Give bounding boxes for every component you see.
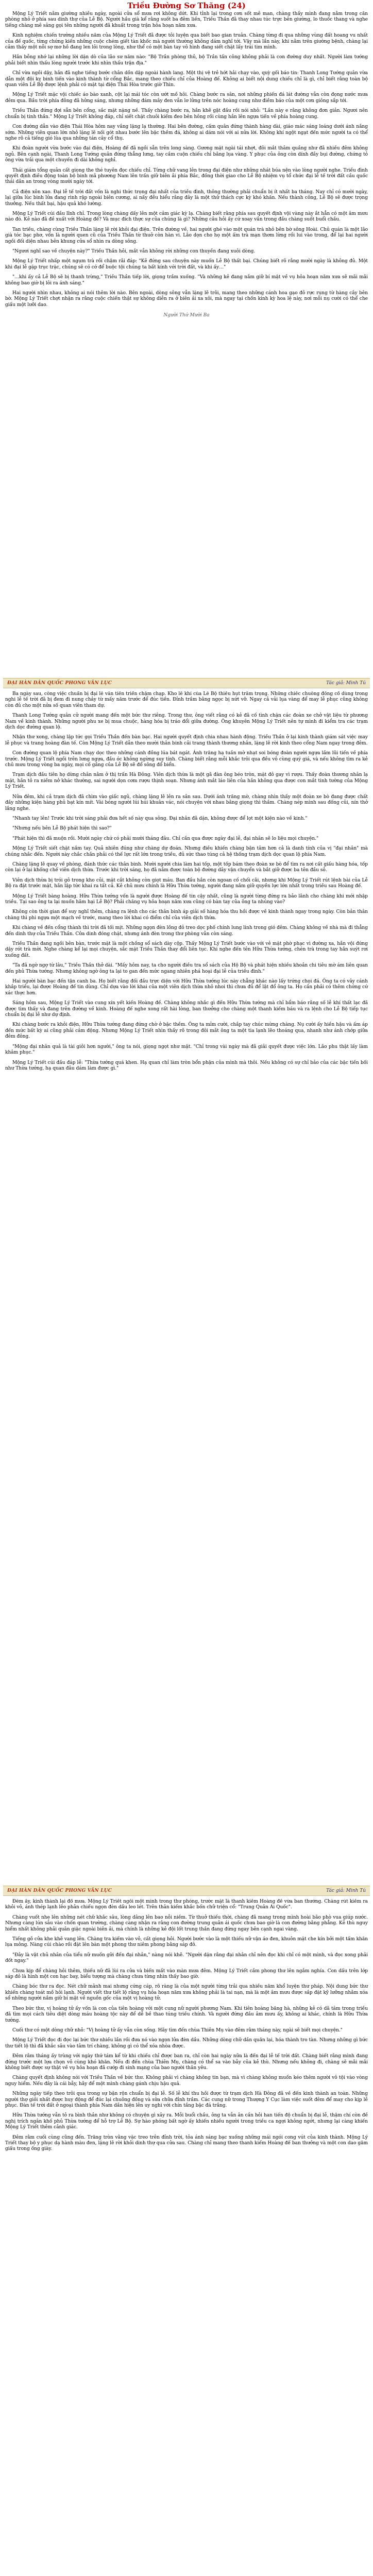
story-paragraph: Đêm rằm cuối cùng cũng đến. Trăng tròn vằng vặc treo trên đỉnh trời, tỏa ánh sáng bạc xuống những mái ngói cong vút của kinh thành. Mộng Lý Triết thay bộ y phục dạ hành màu đen, lặng lẽ rời khỏi dinh thự qua cửa sau. Chàng chỉ mang theo thanh kiếm Hoàng đế ban thưởng và một con dao găm giấu trong ống giày. (5, 2134, 368, 2152)
story-paragraph: Mộng Lý Triết siết chặt nắm tay. Quả nhiên đúng như chàng dự đoán. Nhưng điều khiến chàng bận tâm hơn cả là danh tính của vị "đại nhân" mà chúng nhắc đến. Người này chắc chắn phải có thế lực rất lớn trong triều, đủ sức thao túng cả hệ thống trạm dịch dọc quan lộ phía Nam. (5, 846, 368, 857)
story-paragraph: Mộng Lý Triết đọc đi đọc lại bức thư nhiều lần rồi đưa nó vào ngọn lửa đèn dầu. Những dòng chữ dần quăn lại, hóa thành tro tàn. Nhưng những gì bức thư tiết lộ thì đã khắc sâu vào tâm trí chàng, không gì có thể xóa nhòa được. (5, 2038, 368, 2049)
story-section-1 (0, 0, 373, 670)
story-paragraph: Con đường quan lộ phía Nam chạy dọc theo những cánh đồng lúa bát ngát. Ánh trăng hạ tuần mờ nhạt soi bóng đoàn người ngựa lầm lũi tiến về phía trước. Mộng Lý Triết ngồi trên lưng ngựa, đầu óc không ngừng suy tính. Chàng biết rằng mỗi khắc trôi qua đều vô cùng quý giá, và nếu không tìm ra kẻ chủ mưu trong vòng ba ngày, mọi cố gắng của Lễ Bộ sẽ đổ sông đổ biển. (5, 751, 368, 768)
story-paragraph: Thanh Long Tướng quân cử người mang đến một bức thư riêng. Trong thư, ông viết rằng có kẻ đã cố tình chặn các đoàn xe chở vật liệu từ phương Nam về kinh thành. Những người phu xe bị mua chuộc, hàng hóa bị tráo đổi giữa đường. Ông khuyên Mộng Lý Triết nên tự mình đi kiểm tra các trạm dịch dọc đường quan lộ. (5, 713, 368, 731)
story-paragraph: Mộng Lý Triết nằm giường nhiều ngày, ngoài cửa sổ mưa rơi không dứt. Khi tỉnh lại trong cơn sốt mê man, chàng thấy mình đang nằm trong căn phòng nhỏ ở phía sau dinh thự của Lễ Bộ. Người hầu già kể rằng suốt ba đêm liền, Triều Thần đã thay nhau túc trực bên giường, lo thuốc thang và nghe tiếng chàng mê sảng gọi tên những người đã khuất trong trận hỏa hoạn năm xưa. (5, 11, 368, 28)
story-paragraph: "Nhanh tay lên! Trước khi trời sáng phải đưa hết số này qua sông. Đại nhân đã dặn, không được để lọt một kiện nào về kinh." (12, 816, 308, 821)
story-paragraph: Hắn bỗng nhớ lại những lời dặn dò của lão sư năm nào: "Bộ Trần phòng thủ, bộ Trần tấn công không phải là con đường duy nhất. Người làm tướng phải biết nhìn thấu lòng người trước khi nhìn thấu trận địa." (5, 55, 368, 66)
banner-author: Tác giả: Minh Tú (326, 681, 366, 686)
story-paragraph: "Mộng đại nhân quả là tài giỏi hơn người," ông ta nói, giọng ngọt như mật. "Chỉ trong vài ngày mà đã giải quyết được việc lớn. Lão phu thật lấy làm khâm phục." (5, 1044, 368, 1056)
story-paragraph: Thái giám tổng quản cất giọng the thé tuyên đọc chiếu chỉ. Từng chữ vang lên trong đại điện như những nhát búa nện vào lòng người nghe. Triều đình quyết định điều động toàn bộ binh mã phương Nam lên trấn giữ biên ải phía Bắc, đồng thời giao cho Lễ Bộ nhiệm vụ tổ chức đại lễ tế trời đất cầu quốc thái dân an trong vòng mười ngày tới. (5, 167, 368, 185)
story-paragraph: Nửa đêm, khi cả trạm dịch đã chìm vào giấc ngủ, chàng lặng lẽ lẻn ra sân sau. Dưới ánh trăng mờ, chàng nhìn thấy một đoàn xe bò đang được chất đầy những kiện hàng phủ bạt kín mít. Vài bóng người lúi húi khuân vác, nói chuyện với nhau bằng giọng thì thầm. Chàng nép mình sau đống củi, nín thở lắng nghe. (5, 794, 368, 811)
story-title: Triều Đường Sơ Thăng (24) (127, 1, 246, 10)
story-paragraph: Chàng lặng lẽ quay về phòng, đánh thức các thân binh. Mười người chia làm hai tốp, một tốp bám theo đoàn xe bò để tìm ra nơi cất giấu hàng hóa, tốp còn lại ở lại khống chế viên dịch thừa. Trước khi trời sáng, họ đã nắm được toàn bộ đường dây vận chuyển và bắt giữ được ba tên đầu sỏ. (5, 861, 368, 873)
story-paragraph: Chưa kịp để chàng hỏi thêm, thiếu nữ đã lùi ra cửa và biến mất vào màn mưa đêm. Mộng Lý Triết cầm phong thư lên ngắm nghía. Con dấu trên lớp sáp đỏ là hình một con hạc bay, biểu tượng mà chàng chưa từng nhìn thấy bao giờ. (5, 1968, 368, 1980)
story-paragraph: Những ngày tiếp theo trôi qua trong sự bận rộn chuẩn bị đại lễ. Số lễ khí thu hồi được từ trạm dịch Hà Đông đã về đến kinh thành an toàn. Những người thợ giỏi nhất được huy động để đúc lại chuông đồng và sửa chữa đỉnh trầm. Các cung nữ trong Thượng Y Cục làm việc suốt đêm để may cho kịp lễ phục. Đàn tế trời đất ở ngoại thành phía Nam dần hiện lên uy nghi với chín tầng bậc đá trắng. (5, 2091, 368, 2108)
story-paragraph: Khi chàng về đến cổng thành thì trời đã tối mịt. Những ngọn đèn lồng đỏ treo dọc phố chính lung linh trong gió đêm. Chàng không về nhà mà đi thẳng đến dinh thự của Triều Thần. Cửa dinh đóng chặt, nhưng ánh đèn trong thư phòng vẫn còn sáng. (5, 925, 368, 937)
story-paragraph: Cuối thư có một dòng chữ nhỏ: "Vị hoàng tử ấy vẫn còn sống. Hãy tìm đến chùa Thiên Mụ vào đêm rằm tháng này, ngài sẽ biết mọi chuyện." (12, 2027, 343, 2033)
story-paragraph: Khi chàng bước ra khỏi điện, Hữu Thừa tướng đang đứng chờ ở bậc thềm. Ông ta mỉm cười, chắp tay chúc mừng chàng. Nụ cười ấy hiền hậu và ấm áp đến mức bất kỳ ai cũng phải cảm động. Nhưng Mộng Lý Triết nhìn thấy rõ trong đôi mắt ông ta một tia lạnh lẽo thoáng qua, nhanh như ánh chớp giữa đêm đông. (5, 1022, 368, 1040)
series-banner (3, 1886, 370, 1896)
story-paragraph: Kinh nghiệm chiến trường nhiều năm của Mộng Lý Triết đã được tôi luyện qua biết bao gian truân. Chàng từng đi qua những vùng đất hoang vu nhất của đế quốc, từng chứng kiến những cuộc chém giết tàn khốc mà người thường không dám nghĩ tới. Vậy mà lần này, khi nằm trên giường bệnh, chàng lại cảm thấy một nỗi sợ mơ hồ đang len lỏi trong lòng, như thể có một bàn tay vô hình đang siết chặt lấy trái tim mình. (5, 33, 368, 50)
story-paragraph: "…khi ấy cả Lễ Bộ sẽ bị thanh trừng," Triều Thần tiếp lời, giọng trầm xuống. "Và những kẻ đang nắm giữ bí mật về vụ hỏa hoạn năm xưa sẽ mãi mãi không bao giờ bị lôi ra ánh sáng." (5, 275, 368, 286)
story-paragraph: Tiếng gõ cửa khe khẽ vang lên. Chàng tra kiếm vào vỏ, cất giọng hỏi. Người bước vào là một thiếu nữ vận áo đen, khuôn mặt che kín bởi một tấm khăn lụa mỏng. Nàng cúi chào rồi đặt lên bàn một phong thư niêm phong bằng sáp đỏ. (5, 1937, 368, 1948)
story-paragraph: Hai người nhìn nhau, không ai nói thêm lời nào. Bên ngoài, dòng sông vẫn lặng lẽ trôi, mang theo những cánh hoa gạo đỏ rực rụng từ hàng cây bên bờ. Mộng Lý Triết chợt nhận ra rằng cuộc chiến thật sự không diễn ra ở biên ải xa xôi, mà ngay tại chốn kinh kỳ hoa lệ này, nơi mỗi nụ cười có thể che giấu một lưỡi dao. (5, 291, 368, 308)
story-paragraph: Trạm dịch đầu tiên họ dừng chân nằm ở thị trấn Hà Đông. Viên dịch thừa là một gã đàn ông béo tròn, mặt đỏ gay vì rượu. Thấy đoàn thương nhân lạ mặt, hắn tỏ ra niềm nở khác thường, sai người dọn cơm rượu thịnh soạn. Nhưng ánh mắt láo liên của hắn không qua được con mắt tinh tường của Mộng Lý Triết. (5, 772, 368, 790)
story-paragraph: Tan triều, chàng cùng Triều Thần lặng lẽ rời khỏi đại điện. Trên đường về, hai người ghé vào một quán trà nhỏ bên bờ sông Hoài. Chủ quán là một lão già tóc bạc phơ, vốn là người quen cũ của Triều Thần từ thuở còn hàn vi. Lão dọn cho họ một ấm trà mạn thơm lừng rồi lui vào trong, để lại hai người ngồi đối diện nhau bên khung cửa sổ nhìn ra dòng sông. (5, 227, 368, 244)
story-paragraph: Cả điện xôn xao. Đại lễ tế trời đất vốn là nghi thức trọng đại nhất của triều đình, thông thường phải chuẩn bị ít nhất ba tháng. Nay chỉ có mười ngày, lại giữa lúc binh lửa đang rình rập ngoài biên cương, ai nấy đều hiểu rằng đây là một thử thách cực kỳ khó khăn. Nếu thành công, Lễ Bộ sẽ được trọng thưởng. Nếu thất bại, hậu quả khó lường. (5, 189, 368, 207)
story-paragraph: Viên dịch thừa bị trói gô trong kho củi, mặt cắt không còn giọt máu. Ban đầu hắn còn ngoan cố chối cãi, nhưng khi Mộng Lý Triết rút lệnh bài của Lễ Bộ ra đặt trước mặt, hắn lập tức khai ra tất cả. Kẻ chủ mưu chính là Hữu Thừa tướng, người đang nắm giữ quyền lực lớn nhất trong triều sau Hoàng đế. (5, 877, 368, 889)
story-paragraph: Mộng Lý Triết mặc vội chiếc áo bào xanh, cột lại mái tóc còn ướt mồ hôi. Chàng bước ra sân, nơi những phiến đá lát đường vẫn còn đọng nước mưa đêm qua. Bầu trời phía đông đã hửng sáng, nhưng những đám mây đen vẫn lơ lửng trên nóc hoàng cung như điềm báo của một cơn giông sắp tới. (5, 92, 368, 104)
banner-series-title: ĐẠI HÀN DÂN QUỐC PHONG VÂN LỤC (7, 681, 112, 686)
story-paragraph: Triều Thần đang ngồi bên bàn, trước mặt là một chồng sổ sách dày cộp. Thấy Mộng Lý Triết bước vào với vẻ mặt phờ phạc vì đường xa, hắn vội đứng dậy rót trà mời. Nghe chàng kể lại mọi chuyện, sắc mặt Triều Thần thay đổi liên tục. Khi nghe đến tên Hữu Thừa tướng, chén trà trong tay hắn suýt rơi xuống đất. (5, 941, 368, 958)
story-paragraph: Nhận thư xong, chàng lập tức gọi Triều Thần đến bàn bạc. Hai người quyết định chia nhau hành động. Triều Thần ở lại kinh thành giám sát việc may lễ phục và trang hoàng đàn tế. Còn Mộng Lý Triết dẫn theo mười thân binh cải trang thành thương nhân, lặng lẽ rời kinh theo cổng Nam ngay trong đêm. (5, 735, 368, 746)
story-paragraph: Hữu Thừa tướng vẫn tỏ ra bình thản như không có chuyện gì xảy ra. Mỗi buổi chầu, ông ta vẫn ân cần hỏi han tiến độ chuẩn bị đại lễ, thậm chí còn đề nghị trích ngân khố phủ Thừa tướng để hỗ trợ Lễ Bộ. Sự hào phóng bất ngờ ấy khiến nhiều người trong triều ca ngợi không ngớt, nhưng lại càng khiến Mộng Lý Triết thêm cảnh giác. (5, 2113, 368, 2130)
story-paragraph: Chàng bóc thư ra đọc. Nét chữ mảnh mai nhưng cứng cáp, rõ ràng là của một người từng trải qua nhiều năm khổ luyện thư pháp. Nội dung bức thư khiến chàng toát mồ hôi lạnh. Người viết thư tiết lộ rằng vụ hỏa hoạn năm xưa không phải là tai nạn, mà là một âm mưu được sắp đặt kỹ lưỡng nhằm xóa sổ những người nắm giữ bí mật về nguồn gốc của một vị hoàng tử. (5, 1984, 368, 2002)
story-paragraph: Con đường dẫn vào điện Thái Hòa hôm nay vắng lặng lạ thường. Hai bên đường, cấm quân đứng thành hàng dài, giáo mác sáng loáng dưới ánh nắng sớm. Những viên quan lớn nhỏ lặng lẽ nối gót nhau bước lên bậc thềm đá, không ai dám nói với ai nửa lời. Không khí ngột ngạt đến mức người ta có thể nghe rõ cả tiếng gió lùa qua những tán cây cổ thụ. (5, 124, 368, 141)
section-1-paragraphs (0, 11, 373, 308)
story-paragraph: Sáng hôm sau, Mộng Lý Triết vào cung xin yết kiến Hoàng đế. Chàng không nhắc gì đến Hữu Thừa tướng mà chỉ bẩm báo rằng số lễ khí thất lạc đã được tìm thấy và đang trên đường về kinh. Hoàng đế nghe xong rất hài lòng, ban thưởng cho chàng một thanh kiếm báu và ra lệnh cho Lễ Bộ tiếp tục chuẩn bị đại lễ như dự định. (5, 1001, 368, 1018)
story-paragraph: Đêm ấy, kinh thành lại đổ mưa. Mộng Lý Triết ngồi một mình trong thư phòng, trước mặt là thanh kiếm Hoàng đế vừa ban thưởng. Chàng rút kiếm ra khỏi vỏ, ánh thép lạnh lẽo phản chiếu ngọn đèn dầu leo lét. Trên thân kiếm khắc bốn chữ triện cổ: "Trung Quân Ái Quốc". (5, 1899, 368, 1910)
story-paragraph: "Đây là vật chủ nhân của tiểu nữ muốn gửi đến đại nhân," nàng nói khẽ. "Người dặn rằng đại nhân chỉ nên đọc khi chỉ có một mình, và đọc xong phải đốt ngay." (5, 1952, 368, 1964)
story-paragraph: Mộng Lý Triết cúi đầu lĩnh chỉ. Trong lòng chàng dấy lên một cảm giác kỳ lạ. Chàng biết rằng phía sau quyết định vội vàng này ắt hẳn có một âm mưu nào đó. Kẻ nào đã đề xuất với Hoàng đế? Và mục đích thực sự của chúng là gì? Những câu hỏi ấy cứ xoay vần trong đầu chàng suốt buổi chầu. (5, 211, 368, 223)
story-paragraph: Triều Thần đứng đợi sẵn bên cổng, sắc mặt nặng nề. Thấy chàng bước ra, hắn khẽ gật đầu rồi nói nhỏ: "Lần này e rằng không đơn giản. Ngươi nên chuẩn bị tinh thần." Mộng Lý Triết không đáp, chỉ siết chặt chuôi kiếm đeo bên hông rồi cùng hắn lên ngựa tiến về phía hoàng cung. (5, 108, 368, 120)
story-section-2 (0, 691, 373, 1876)
story-paragraph: Mộng Lý Triết cúi đầu đáp lễ: "Thừa tướng quá khen. Hạ quan chỉ làm tròn bổn phận của mình mà thôi. Nếu không có sự chỉ bảo của các bậc tiền bối như Thừa tướng, hạ quan đâu dám làm được gì." (5, 1060, 368, 1071)
story-paragraph: "Ta đã ngờ ngợ từ lâu," Triều Thần thở dài. "Mấy hôm nay, ta cho người điều tra sổ sách của Hộ Bộ và phát hiện nhiều khoản chi tiêu mờ ám liên quan đến phủ Thừa tướng. Nhưng không ngờ ông ta lại to gan đến mức ngang nhiên phá hoại đại lễ của triều đình." (5, 963, 368, 974)
section-3-paragraphs (0, 1899, 373, 2153)
story-paragraph: Không còn thời gian để suy nghĩ thêm, chàng ra lệnh cho các thân binh áp giải số hàng hóa thu hồi được về kinh thành ngay trong ngày. Còn bản thân chàng thì phi ngựa một mạch về trước, mang theo lời khai có điểm chỉ của viên dịch thừa. (5, 909, 368, 921)
story-paragraph: Theo bức thư, vị hoàng tử ấy vốn là con của tiên hoàng với một cung nữ người phương Nam. Khi tiên hoàng băng hà, những kẻ có dã tâm trong triều đã tìm mọi cách tiêu diệt dòng máu hoàng tộc này để dễ bề thao túng triều chính. Và người đứng đầu âm mưu ấy, không ai khác, chính là Hữu Thừa tướng. (5, 2006, 368, 2023)
story-paragraph: Hai người bàn bạc đến tận canh ba. Họ biết rằng đối đầu trực diện với Hữu Thừa tướng lúc này chẳng khác nào lấy trứng chọi đá. Ông ta có vây cánh khắp triều, lại được Hoàng đế tin dùng. Chỉ dựa vào lời khai của một viên dịch thừa nhỏ nhoi thì chưa đủ để lật đổ ông ta. Họ cần phải có thêm chứng cứ xác thực hơn. (5, 979, 368, 996)
story-paragraph: Chỉ vừa ngồi dậy, hắn đã nghe tiếng bước chân dồn dập ngoài hành lang. Một thị vệ trẻ hớt hải chạy vào, quỳ gối báo tin: Thanh Long Tướng quân vừa dẫn một đội kỵ binh tiến vào kinh thành từ cổng Bắc, mang theo chiếu chỉ của Hoàng đế. Không ai biết nội dung chiếu chỉ là gì, chỉ biết rằng toàn bộ quan viên Lễ Bộ được lệnh phải có mặt tại điện Thái Hòa trước giờ Thìn. (5, 71, 368, 88)
section-credit: Người Thứ Mười Ba (163, 313, 210, 318)
story-paragraph: Mộng Lý Triết bàng hoàng. Hữu Thừa tướng vốn là người được Hoàng đế tin cậy nhất, cũng là người từng đứng ra bảo lãnh cho chàng khi mới nhập triều. Tại sao ông ta lại muốn hãm hại Lễ Bộ? Phải chăng vụ hỏa hoạn năm xưa cũng có bàn tay của ông ta nhúng vào? (5, 893, 368, 905)
series-banner (3, 678, 370, 688)
banner-series-title: ĐẠI HÀN DÂN QUỐC PHONG VÂN LỤC (7, 1888, 112, 1893)
story-paragraph: "Phát hiện thì đã muộn rồi. Mười ngày chứ có phải mười tháng đâu. Chỉ cần qua được ngày đại lễ, đại nhân sẽ lo liệu mọi chuyện." (12, 836, 319, 841)
story-paragraph: Chàng quyết định không nói với Triều Thần về bức thư. Không phải vì chàng không tin bạn, mà vì chàng không muốn kéo thêm người vô tội vào vòng nguy hiểm. Nếu đây là cái bẫy, hãy để một mình chàng gánh chịu hậu quả. (5, 2075, 368, 2087)
banner-author: Tác giả: Minh Tú (326, 1888, 366, 1893)
story-paragraph: Đêm rằm tháng ấy trùng với ngày thứ tám kể từ khi chiếu chỉ được ban ra, chỉ còn hai ngày nữa là đến đại lễ tế trời đất. Chàng biết rằng mình đang đứng trước một lựa chọn vô cùng khó khăn. Nếu đi đến chùa Thiên Mụ, chàng có thể sa vào bẫy của kẻ thù. Nhưng nếu không đi, chàng sẽ mãi mãi không biết được sự thật về vụ hỏa hoạn đã cướp đi sinh mạng của bao người thân yêu. (5, 2054, 368, 2071)
story-paragraph: Khi đoàn người vừa bước vào đại điện, Hoàng đế đã ngồi sẵn trên long sàng. Gương mặt ngài tái nhợt, đôi mắt thâm quầng như đã nhiều đêm không ngủ. Bên cạnh ngài, Thanh Long Tướng quân đứng thẳng lưng, tay cầm cuộn chiếu chỉ bằng lụa vàng. Y phục của ông còn dính đầy bụi đường, chứng tỏ ông vừa trải qua một chuyến đi dài không nghỉ. (5, 146, 368, 163)
story-paragraph: "Ngươi nghĩ sao về chuyện này?" Triều Thần hỏi, mắt vẫn không rời những con thuyền đang xuôi dòng. (12, 249, 256, 254)
story-section-3 (0, 1899, 373, 2576)
story-paragraph: Ba ngày sau, công việc chuẩn bị đại lễ vẫn tiến triển chậm chạp. Kho lễ khí của Lễ Bộ thiếu hụt trầm trọng. Những chiếc chuông đồng cổ dùng trong nghi lễ tế trời đã bị đem đi nung chảy từ mấy năm trước để đúc tiền. Đỉnh trầm bằng ngọc bị nứt vỡ. Ngay cả vải lụa vàng để may lễ phục cũng không còn đủ cho một nửa số quan viên tham dự. (5, 691, 368, 708)
section-2-paragraphs (0, 691, 373, 1072)
story-paragraph: Mộng Lý Triết nhấp một ngụm trà rồi chậm rãi đáp: "Kẻ đứng sau chuyện này muốn Lễ Bộ thất bại. Chúng biết rõ rằng mười ngày là không đủ. Một khi đại lễ gặp trục trặc, chúng sẽ có cớ để buộc tội chúng ta bất kính với trời đất, và khi ấy…" (5, 259, 368, 270)
story-paragraph: Chàng vuốt nhẹ lên những nét chữ khắc sâu, lòng dâng lên bao nỗi niềm. Từ thuở thiếu thời, chàng đã mang trong mình hoài bão phò vua giúp nước. Nhưng càng lún sâu vào chốn quan trường, chàng càng nhận ra rằng con đường trung quân ái quốc chưa bao giờ là con đường bằng phẳng. Kẻ thù nguy hiểm nhất không phải quân giặc ngoài biên ải, mà chính là những kẻ đội lốt trung thần đang đứng ngay bên cạnh ngai vàng. (5, 1914, 368, 1932)
story-paragraph: "Nhưng nếu bên Lễ Bộ phát hiện thì sao?" (12, 826, 112, 832)
